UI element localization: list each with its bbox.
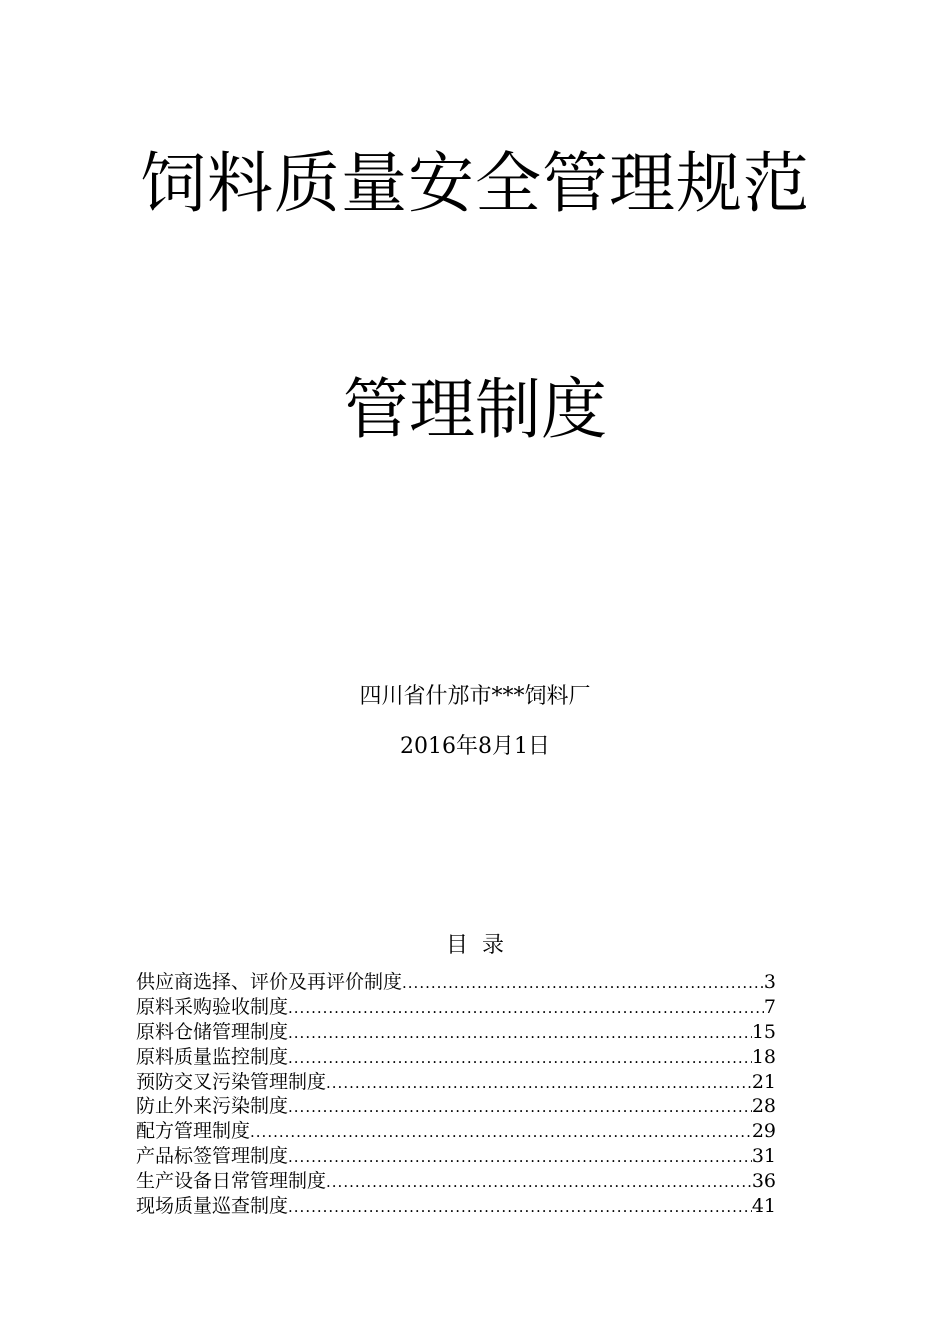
toc-entry <box>136 1045 776 1070</box>
toc-entry-label: 供应商选择、评价及再评价制度 <box>136 971 403 993</box>
toc-entry-label: 原料采购验收制度 <box>136 995 289 1018</box>
document-title: 饲料质量安全管理规范 <box>140 145 810 222</box>
toc-entry-page: 31 <box>751 1145 776 1168</box>
toc-entry-page: 3 <box>763 971 776 993</box>
toc-dot-leader <box>288 1046 752 1071</box>
toc-dot-leader <box>288 996 764 1021</box>
toc-entry <box>136 1144 776 1169</box>
toc-entry-label: 配方管理制度 <box>136 1120 251 1143</box>
toc-entry <box>136 1020 776 1045</box>
toc-heading: 目 录 <box>446 933 504 958</box>
toc-entry-page: 21 <box>751 1070 776 1093</box>
toc-dot-leader <box>250 1120 752 1145</box>
toc-entry-page: 15 <box>751 1020 776 1043</box>
toc-entry <box>136 1194 776 1219</box>
toc-entry <box>136 1094 776 1119</box>
toc-entry-label: 预防交叉污染管理制度 <box>136 1070 327 1093</box>
toc-entry <box>136 995 776 1020</box>
toc-entry-page: 18 <box>751 1045 776 1068</box>
table-of-contents <box>136 970 776 1219</box>
toc-entry-label: 现场质量巡查制度 <box>136 1195 289 1218</box>
document-date: 2016年8月1日 <box>400 734 550 759</box>
toc-entry-label: 原料仓储管理制度 <box>136 1020 289 1043</box>
toc-entry-label: 原料质量监控制度 <box>136 1045 289 1068</box>
toc-dot-leader <box>288 1145 752 1170</box>
toc-dot-leader <box>326 1071 752 1096</box>
toc-entry <box>136 1169 776 1194</box>
organization-name: 四川省什邡市***饲料厂 <box>359 684 591 709</box>
toc-dot-leader <box>288 1095 752 1120</box>
toc-entry-label: 生产设备日常管理制度 <box>136 1170 327 1193</box>
document-subtitle: 管理制度 <box>343 371 607 448</box>
toc-entry-page: 36 <box>751 1170 776 1193</box>
toc-entry-page: 29 <box>751 1120 776 1143</box>
toc-entry-page: 7 <box>763 995 776 1018</box>
toc-dot-leader <box>402 971 764 996</box>
toc-entry <box>136 970 776 995</box>
toc-dot-leader <box>288 1021 752 1046</box>
toc-entry <box>136 1119 776 1144</box>
toc-entry-page: 28 <box>751 1095 776 1118</box>
toc-entry-page: 41 <box>751 1195 776 1218</box>
toc-entry <box>136 1070 776 1095</box>
toc-dot-leader <box>288 1195 752 1220</box>
toc-entry-label: 防止外来污染制度 <box>136 1095 289 1118</box>
toc-dot-leader <box>326 1170 752 1195</box>
toc-entry-label: 产品标签管理制度 <box>136 1145 289 1168</box>
